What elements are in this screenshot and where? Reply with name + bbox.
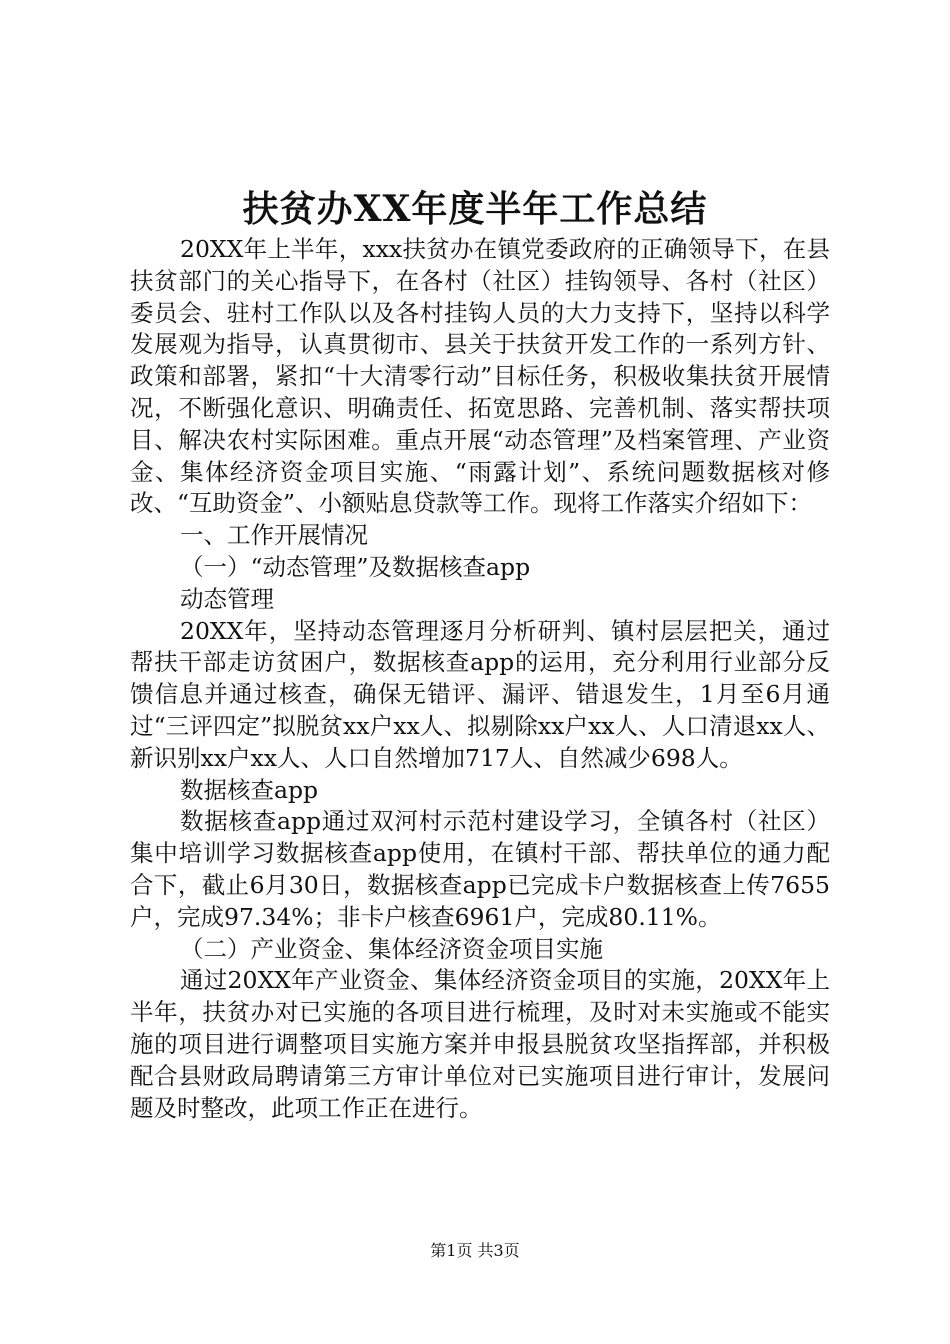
paragraph-intro: 20XX年上半年，xxx扶贫办在镇党委政府的正确领导下，在县扶贫部门的关心指导下，在各村（社区）挂钩领导、各村（社区）委员会、驻村工作队以及各村挂钩人员的大力支持下，坚持以科学发展观为指导，认真贯彻市、县关于扶贫开发工作的一系列方针、政策和部署，紧扣“十大清零行动”目标任务，积极收集扶贫开展情况，不断强化意识、明确责任、拓宽思路、完善机制、落实帮扶项目、解决农村实际困难。重点开展“动态管理”及档案管理、产业资金、集体经济资金项目实施、“雨露计划”、系统问题数据核对修改、“互助资金”、小额贴息贷款等工作。现将工作落实介绍如下： (130, 235, 830, 518)
paragraph-industry-funds: 通过20XX年产业资金、集体经济资金项目的实施，20XX年上半年，扶贫办对已实施的各项目进行梳理，及时对未实施或不能实施的项目进行调整项目实施方案并申报县脱贫攻坚指挥部，并积极配合县财政局聘请第三方审计单位对已实施项目进行审计，发展问题及时整改，此项工作正在进行。 (130, 966, 830, 1122)
paragraph-data-check-app: 数据核查app通过双河村示范村建设学习，全镇各村（社区）集中培训学习数据核查app使用，在镇村干部、帮扶单位的通力配合下，截止6月30日，数据核查app已完成卡户数据核查上传7655户，完成97.34%；非卡户核查6961户，完成80.11%。 (130, 807, 830, 931)
item-heading-dynamic-management: 动态管理 (180, 584, 274, 613)
section-heading-1: 一、工作开展情况 (180, 521, 368, 550)
subsection-heading-2: （二）产业资金、集体经济资金项目实施 (180, 934, 603, 963)
item-heading-data-check-app: 数据核查app (180, 775, 319, 804)
document-body (130, 234, 830, 1124)
document-title: 扶贫办XX年度半年工作总结 (242, 188, 708, 230)
page-footer: 第1页 共3页 (430, 1241, 520, 1260)
subsection-heading-1: （一）“动态管理”及数据核查app (180, 552, 531, 581)
paragraph-dynamic-management: 20XX年，坚持动态管理逐月分析研判、镇村层层把关，通过帮扶干部走访贫困户，数据核查app的运用，充分利用行业部分反馈信息并通过核查，确保无错评、漏评、错退发生，1月至6月通过“三评四定”拟脱贫xx户xx人、拟剔除xx户xx人、人口清退xx人、新识别xx户xx人、人口自然增加717人、自然减少698人。 (130, 616, 830, 772)
